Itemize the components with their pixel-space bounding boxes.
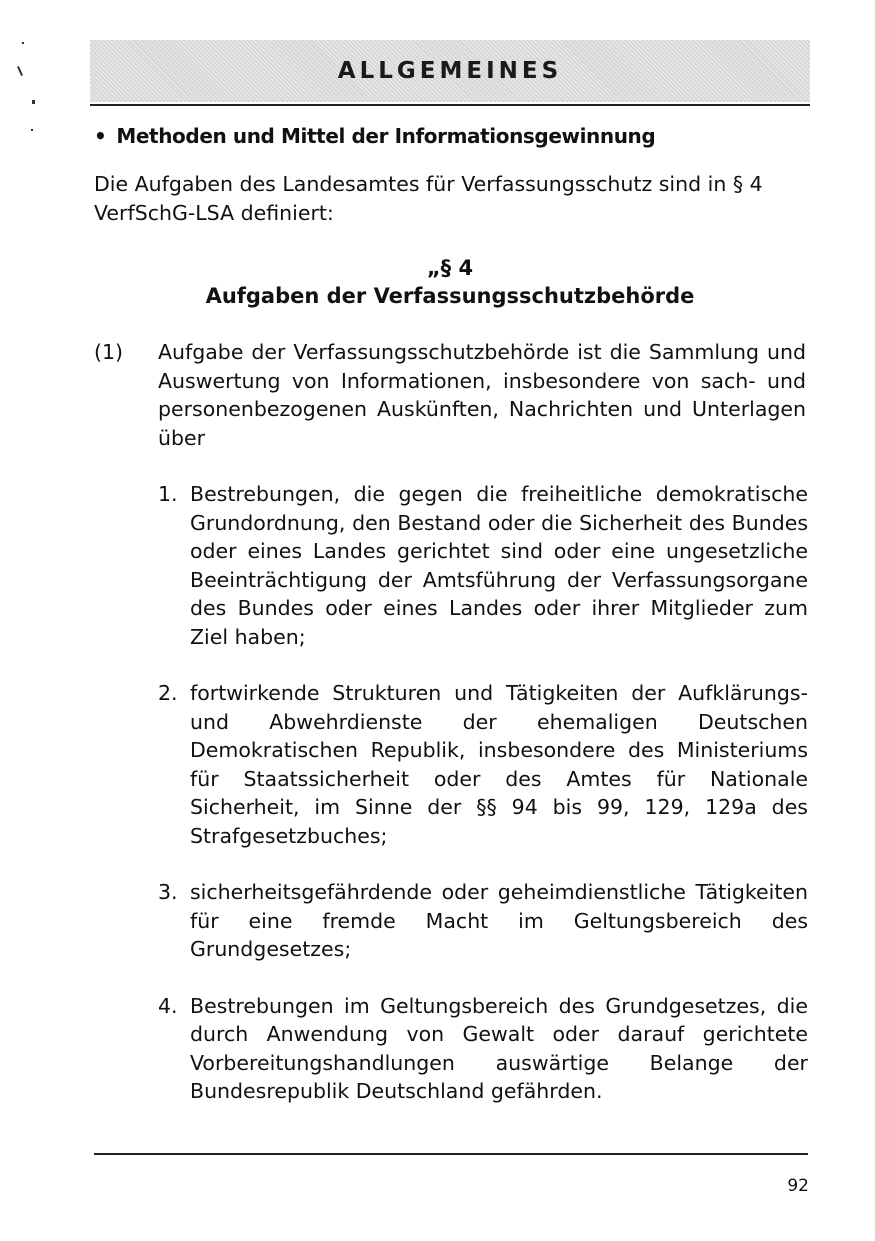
page-number: 92	[787, 1176, 809, 1196]
item-number: 2.	[158, 681, 178, 705]
list-item	[158, 992, 808, 1106]
item-text: Bestrebungen, die gegen die freiheitliche demokratische Grundordnung, den Bestand oder die Sicherheit des Bundes oder eines Landes gerichtet sind oder eine ungesetzliche Beeinträchtigung der Amtsführung der Verfassungsorgane des Bundes oder eines Landes oder ihrer Mitglieder zum Ziel haben;	[190, 482, 808, 649]
footer-rule	[94, 1153, 808, 1155]
margin-mark	[17, 66, 23, 76]
absatz-text: Aufgabe der Verfassungsschutzbehörde ist die Sammlung und Auswertung von Informationen, insbesondere von sach- und personenbezogenen Auskünften, Nachrichten und Unterlagen über	[158, 340, 806, 450]
section-heading-text: Methoden und Mittel der Informationsgewinnung	[116, 124, 656, 148]
item-text: sicherheitsgefährdende oder geheimdienstliche Tätigkeiten für eine fremde Macht im Geltungsbereich des Grundgesetzes;	[190, 880, 808, 961]
item-text: fortwirkende Strukturen und Tätigkeiten der Aufklärungs- und Abwehrdienste der ehemaligen Deutschen Demokratischen Republik, insbesondere des Ministeriums für Staatssicherheit oder des Amtes für Nationale Sicherheit, im Sinne der §§ 94 bis 99, 129, 129a des Strafgesetzbuches;	[190, 681, 808, 848]
bullet-icon: •	[94, 124, 107, 148]
intro-text: Die Aufgaben des Landesamtes für Verfassungsschutz sind in § 4 VerfSchG-LSA definiert:	[94, 172, 763, 225]
section-heading	[94, 124, 655, 148]
item-list	[158, 480, 808, 1134]
header-title: ALLGEMEINES	[337, 58, 563, 84]
header-rule	[90, 104, 810, 106]
margin-mark	[22, 42, 24, 44]
paragraph-title: Aufgaben der Verfassungsschutzbehörde	[205, 284, 695, 308]
absatz	[94, 338, 806, 452]
absatz-number: (1)	[94, 340, 124, 364]
margin-mark	[31, 129, 33, 131]
item-text: Bestrebungen im Geltungsbereich des Grundgesetzes, die durch Anwendung von Gewalt oder darauf gerichtete Vorbereitungshandlungen auswärtige Belange der Bundesrepublik Deutschland gefährden.	[190, 993, 808, 1103]
item-number: 3.	[158, 880, 178, 904]
list-item	[158, 878, 808, 964]
item-number: 1.	[158, 482, 178, 506]
margin-mark	[32, 100, 35, 104]
list-item	[158, 679, 808, 850]
list-item	[158, 480, 808, 651]
item-number: 4.	[158, 993, 178, 1018]
paragraph-number: „§ 4	[426, 256, 474, 280]
